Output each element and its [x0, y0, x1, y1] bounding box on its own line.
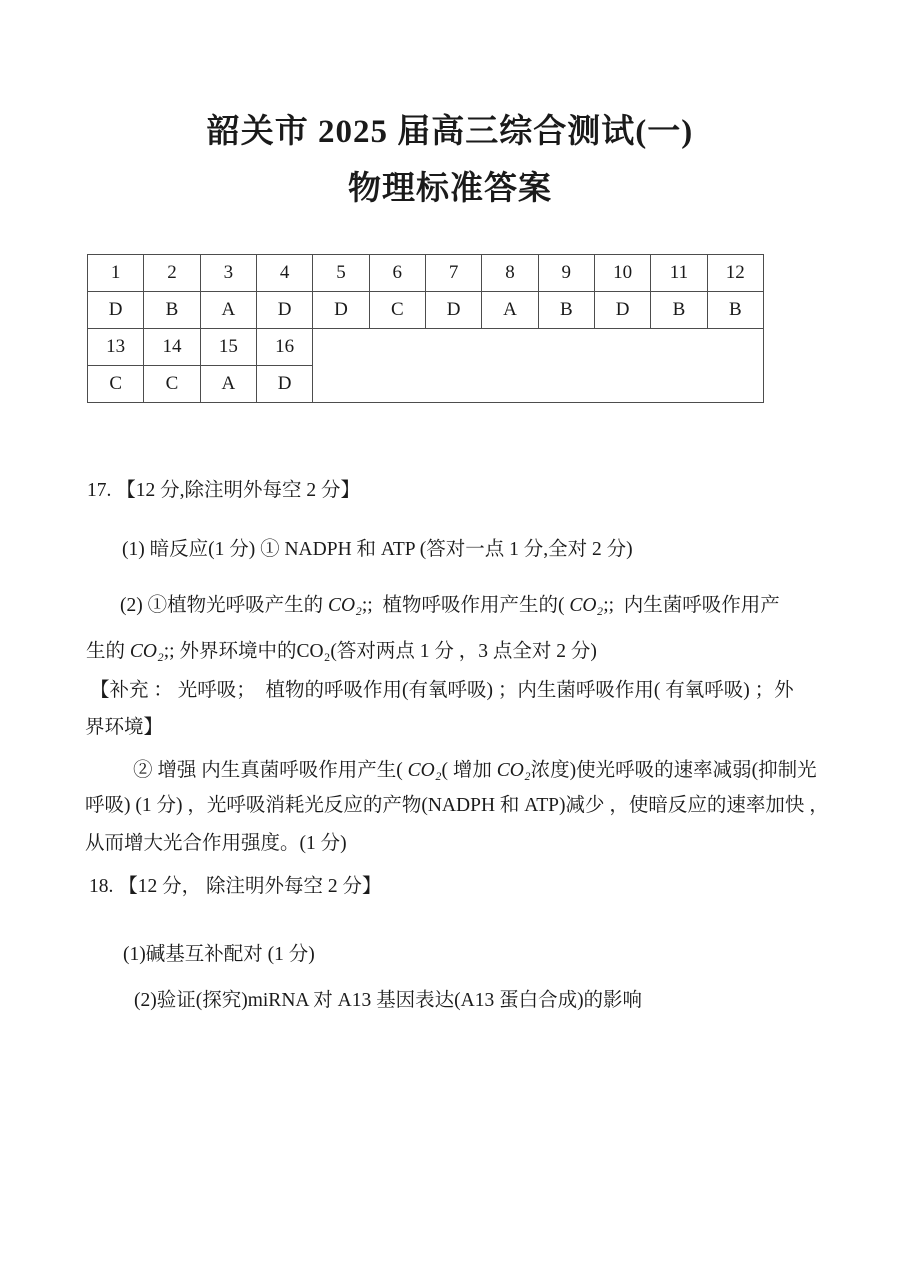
- answer-text: 从而增大光合作用强度。(1 分): [85, 833, 347, 854]
- answer-letter-cell: C: [369, 292, 425, 329]
- question-number-cell: 15: [200, 329, 256, 366]
- answer-letter-cell: D: [88, 292, 144, 329]
- question-number-cell: 13: [88, 329, 144, 366]
- question-number-cell: 2: [144, 255, 200, 292]
- q17-ans1: [122, 538, 633, 561]
- q17-ans2-line1: [120, 594, 780, 617]
- answer-letter-cell: A: [200, 366, 256, 403]
- answer-letter-cell: D: [425, 292, 481, 329]
- italic-formula-text: CO₂: [129, 641, 164, 662]
- answer-text: (2)验证(探究)miRNA 对 A13 基因表达(A13 蛋白合成)的影响: [134, 990, 643, 1011]
- answer-text: ;; 植物呼吸作用产生的(: [361, 595, 570, 616]
- q18-header: [89, 875, 382, 898]
- answer-letter-cell: A: [200, 292, 256, 329]
- answer-text: ② 增强 内生真菌呼吸作用产生(: [133, 760, 408, 781]
- answer-letter-cell: D: [256, 366, 312, 403]
- question-number-cell: 3: [200, 255, 256, 292]
- answer-text: 呼吸) (1 分) ，光呼吸消耗光反应的产物(NADPH 和 ATP)减少 ，使暗反应的速率加快 ，: [85, 795, 829, 816]
- answer-letter-cell: B: [144, 292, 200, 329]
- empty-merged-cell: [313, 329, 764, 403]
- answer-text: 18. 【12 分， 除注明外每空 2 分】: [89, 876, 382, 897]
- italic-formula-text: CO₂: [496, 760, 531, 781]
- answer-text: 浓度)使光呼吸的速率减弱(抑制光: [530, 760, 817, 781]
- question-number-cell: 11: [651, 255, 707, 292]
- answer-letter-cell: B: [538, 292, 594, 329]
- answer-letter-cell: B: [651, 292, 707, 329]
- q17-ans2-line2: [86, 640, 597, 663]
- question-number-cell: 1: [88, 255, 144, 292]
- q17-supplement-line1: [90, 679, 794, 702]
- page-title: 韶关市 2025 届高三综合测试(一): [206, 114, 694, 150]
- page-subtitle: 物理标准答案: [348, 171, 552, 207]
- italic-formula-text: CO₂: [328, 595, 362, 616]
- answer-text: (1)碱基互补配对 (1 分): [123, 944, 315, 965]
- question-number-cell: 7: [425, 255, 481, 292]
- answer-letter-cell: C: [88, 366, 144, 403]
- question-number-cell: 9: [538, 255, 594, 292]
- q17-header: [87, 479, 360, 502]
- answer-text: 生的: [86, 641, 130, 662]
- q17-ans2b-line3: [85, 832, 347, 855]
- italic-formula-text: CO₂: [569, 595, 604, 616]
- question-number-cell: 6: [369, 255, 425, 292]
- question-number-cell: 8: [482, 255, 538, 292]
- answer-text: 【补充 ： 光呼吸； 植物的呼吸作用(有氧呼吸) ；内生菌呼吸作用( 有氧呼吸) ；外: [90, 680, 794, 701]
- answer-letter-cell: C: [144, 366, 200, 403]
- question-number-cell: 10: [594, 255, 650, 292]
- question-number-cell: 12: [707, 255, 763, 292]
- answer-text: ;; 内生菌呼吸作用产: [603, 595, 780, 616]
- answer-text: 界环境】: [85, 717, 164, 738]
- q17-ans2b-line1: [133, 759, 817, 782]
- q18-ans2: [134, 989, 642, 1012]
- answer-letter-cell: D: [313, 292, 369, 329]
- answer-row: [88, 292, 764, 329]
- question-number-cell: 5: [313, 255, 369, 292]
- question-number-row: [88, 255, 764, 292]
- answer-letter-cell: D: [256, 292, 312, 329]
- answer-letter-cell: B: [707, 292, 763, 329]
- answer-text: (2) ①植物光呼吸产生的: [120, 595, 328, 616]
- q17-supplement-line2: [85, 716, 163, 739]
- answer-text: 17. 【12 分,除注明外每空 2 分】: [87, 480, 361, 501]
- question-number-cell: 14: [144, 329, 200, 366]
- italic-formula-text: CO₂: [407, 760, 442, 781]
- question-number-cell: 16: [256, 329, 312, 366]
- q18-ans1: [123, 943, 315, 966]
- answer-text: ( 增加: [441, 760, 497, 781]
- answer-table: [87, 254, 764, 403]
- answer-text: ;; 外界环境中的CO₂(答对两点 1 分 ，3 点全对 2 分): [163, 641, 597, 662]
- answer-letter-cell: D: [594, 292, 650, 329]
- question-number-row: [88, 329, 764, 366]
- q17-ans2b-line2: [85, 794, 829, 817]
- answer-letter-cell: A: [482, 292, 538, 329]
- question-number-cell: 4: [256, 255, 312, 292]
- answer-text: (1) 暗反应(1 分) ① NADPH 和 ATP (答对一点 1 分,全对 2 分): [122, 539, 633, 560]
